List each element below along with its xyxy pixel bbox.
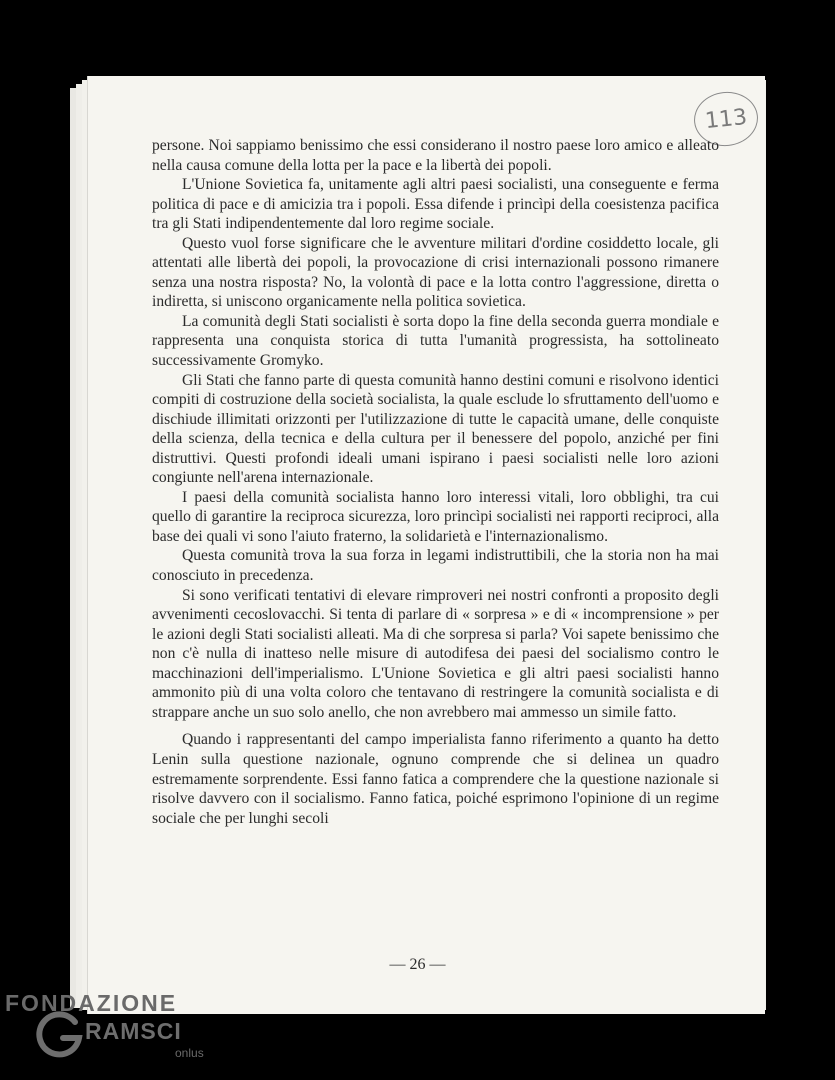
paragraph: Questo vuol forse significare che le avventure militari d'ordine cosiddetto locale, gli attentati alle libertà dei popoli, la provocazione di crisi internazionali possono rimanere senza una nostra risposta? No, la volontà di pace e la lotta contro l'aggressione, diretta o indiretta, si uniscono organicamente nella politica sovietica.	[152, 234, 719, 311]
paragraph: L'Unione Sovietica fa, unitamente agli altri paesi socialisti, una conseguente e ferma politica di pace e di amicizia tra i popoli. Essa difende i princìpi della coesistenza pacifica tra gli Stati indipendentemente dal loro regime sociale.	[152, 176, 719, 233]
body-text	[152, 136, 719, 828]
paragraph: Questa comunità trova la sua forza in legami indistruttibili, che la storia non ha mai conosciuto in precedenza.	[152, 547, 719, 585]
logo-line-1: FONDAZIONE	[5, 990, 178, 1016]
paragraph: persone. Noi sappiamo benissimo che essi considerano il nostro paese loro amico e alleato nella causa comune della lotta per la pace e la libertà dei popoli.	[152, 137, 719, 174]
paragraph: I paesi della comunità socialista hanno loro interessi vitali, loro obblighi, tra cui quello di garantire la reciproca sicurezza, loro princìpi socialisti nei rapporti reciproci, alla base dei quali vi sono l'aiuto fraterno, la solidarietà e l'internazionalismo.	[152, 488, 719, 545]
paragraph: La comunità degli Stati socialisti è sorta dopo la fine della seconda guerra mondiale e rappresenta una conquista storica di tutta l'umanità progressista, ha sottolineato successivamente Gromyko.	[152, 312, 719, 370]
paragraph: Gli Stati che fanno parte di questa comunità hanno destini comuni e risolvono identici compiti di costruzione della società socialista, la quale esclude lo sfruttamento dell'uomo e dischiude illimitati orizzonti per l'utilizzazione di tutte le capacità umane, delle conquiste della scienza, della tecnica e della cultura per il benessere del popolo, anziché per fini distruttivi. Questi profondi ideali umani ispirano i paesi socialisti nelle loro azioni congiunte nell'arena internazionale.	[152, 371, 719, 487]
paragraph: Si sono verificati tentativi di elevare rimproveri nei nostri confronti a proposito degli avvenimenti cecoslovacchi. Si tenta di parlare di « sorpresa » e di « incomprensione » per le azioni degli Stati socialisti alleati. Ma di che sorpresa si parla? Voi sapete benissimo che non c'è nulla di inatteso nelle misure di autodifesa dei paesi del socialismo contro le macchinazioni dell'imperialismo. L'Unione Sovietica e gli altri paesi socialisti hanno ammonito più di una volta coloro che tentavano di restringere la comunità socialista e di strappare anche un suo solo anello, che non avrebbero mai ammesso un simile fatto.	[152, 586, 719, 721]
logo-g-icon	[35, 1008, 87, 1060]
logo-line-2: RAMSCI	[85, 1018, 182, 1044]
page-number: — 26 —	[389, 956, 446, 973]
fondazione-gramsci-logo	[5, 990, 225, 1075]
paragraph: Quando i rappresentanti del campo imperialista fanno riferimento a quanto ha detto Lenin sulla questione nazionale, ognuno comprende che si delinea un quadro estremamente sorprendente. Essi fanno fatica a comprendere che la questione nazionale si risolve davvero con il socialismo. Fanno fatica, poiché esprimono l'opinione di un regime sociale che per lunghi secoli	[152, 731, 719, 827]
logo-line-3: onlus	[175, 1046, 204, 1060]
stamp-number: 113	[703, 104, 749, 134]
